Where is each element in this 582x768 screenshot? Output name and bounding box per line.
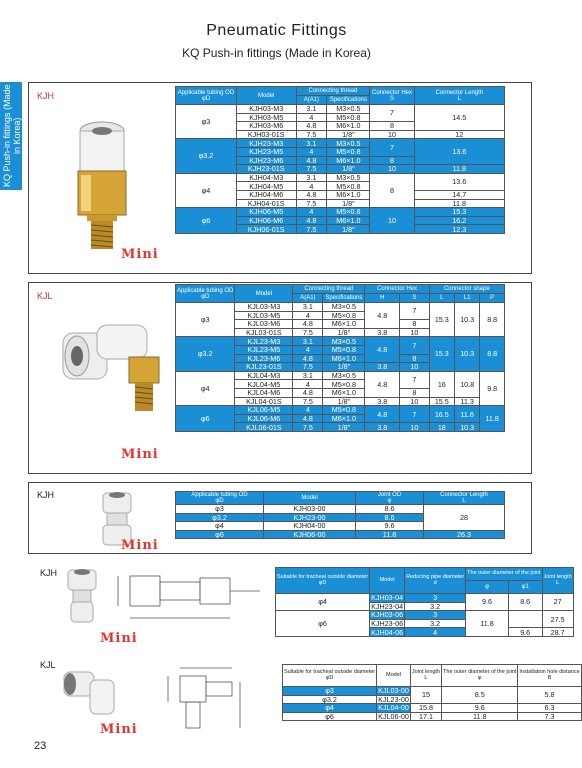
table-cell [405, 568, 466, 594]
table-cell: 15.3 [414, 208, 504, 217]
page-number: 23 [34, 740, 47, 752]
header-text: φ [387, 498, 392, 504]
table-cell: KJH23-01S [236, 165, 296, 174]
table-cell: 4.8 [293, 388, 323, 397]
table-cell: KJL06-M5 [235, 406, 293, 415]
table-cell: 10.3 [455, 337, 480, 371]
table-cell: 8 [370, 173, 414, 207]
table-cell: 3.2 [405, 619, 466, 628]
table-cell: KJL23-M3 [235, 337, 293, 346]
table-cell: KJL23-M6 [235, 354, 293, 363]
table-cell: 4 [293, 311, 323, 320]
table-cell: φ3 [176, 105, 237, 139]
kjl-spec-table [175, 284, 505, 432]
table-cell: 8 [400, 388, 429, 397]
header-text: φD [318, 579, 327, 586]
table-cell: φ6 [176, 208, 237, 234]
table-cell: 9.6 [508, 628, 542, 637]
kjl-union-table [282, 664, 582, 721]
section-code: KJH [37, 91, 55, 101]
table-cell: KJL03-01S [235, 328, 293, 337]
table-cell: 7.5 [293, 397, 323, 406]
table-cell: S [400, 294, 429, 303]
table-cell: 8 [400, 320, 429, 329]
table-cell: 4 [296, 208, 327, 217]
header-text: φD [215, 498, 224, 504]
table-cell [176, 285, 235, 303]
table-cell: 4.8 [296, 216, 327, 225]
table-cell: 4 [405, 628, 466, 637]
table-cell [518, 665, 581, 687]
section-code: KJH [37, 490, 55, 500]
table-cell: Model [236, 87, 296, 105]
table-cell: 8.6 [356, 505, 424, 514]
table-cell: 8.6 [356, 513, 424, 522]
table-cell: M3×0.5 [327, 173, 370, 182]
header-text: φ [477, 674, 482, 681]
table-cell: φ6 [176, 406, 235, 432]
table-cell: 3.1 [293, 337, 323, 346]
table-cell [264, 492, 356, 505]
table-cell: Connector Hex [365, 285, 429, 294]
table-cell [414, 87, 504, 105]
table-cell: 7.5 [296, 130, 327, 139]
page-subtitle: KQ Push-in fittings (Made in Korea) [182, 46, 371, 60]
table-cell: 10 [400, 328, 429, 337]
table-cell: 4.8 [365, 406, 400, 423]
table-cell: 1/8" [327, 130, 370, 139]
table-cell: 4.8 [293, 354, 323, 363]
table-cell: The outer diameter of the joint [466, 568, 542, 581]
table-cell: φ6 [276, 611, 370, 637]
table-cell: M5×0.8 [323, 311, 365, 320]
table-cell: φ3.2 [176, 513, 264, 522]
kjh-reducer-drawing [110, 566, 270, 630]
table-cell: 15 [410, 687, 441, 704]
section-code-kjl-union: KJL [40, 660, 56, 670]
table-cell: 18 [429, 423, 454, 432]
header-text: φD [201, 293, 210, 300]
table-cell: KJL23-01S [235, 363, 293, 372]
table-cell: KJL04-01S [235, 397, 293, 406]
table-cell [283, 665, 377, 687]
kjl-union-drawing [160, 662, 270, 734]
side-tab: KQ Push-in fittings (Made in Korea) [0, 82, 22, 190]
table-cell: 3.1 [296, 173, 327, 182]
header-text: φD [201, 95, 211, 102]
table-cell: M3×0.5 [327, 105, 370, 114]
header-text: Joint OD [377, 492, 402, 498]
table-cell: M5×0.8 [323, 380, 365, 389]
table-cell: KJH03-04 [371, 593, 404, 603]
table-cell: 7 [400, 303, 429, 320]
table-cell: M6×1.0 [327, 190, 370, 199]
mini-label: Mini [121, 538, 159, 553]
table-cell: 1/8" [327, 165, 370, 174]
table-cell: 4.8 [365, 303, 400, 329]
kjl-elbow-image [57, 319, 167, 429]
header-text: Connector Hex [371, 89, 413, 96]
table-cell [356, 492, 424, 505]
table-cell: 4 [293, 406, 323, 415]
table-cell: 4.8 [296, 156, 327, 165]
table-cell: φ3 [176, 505, 264, 514]
table-cell: 1/8" [323, 397, 365, 406]
table-cell: 13.6 [414, 173, 504, 190]
table-cell: 1/8" [323, 423, 365, 432]
table-cell: 8.8 [480, 303, 505, 337]
table-cell: 1/8" [323, 363, 365, 372]
table-cell: KJH23-00 [264, 513, 356, 522]
header-text: Applicable tubing OD [177, 287, 234, 294]
table-cell: KJH04-06 [371, 627, 404, 637]
table-cell: 4.8 [293, 320, 323, 329]
table-cell: 11.8 [480, 406, 505, 432]
table-cell: 27.5 [542, 611, 573, 628]
table-cell: 8.5 [442, 687, 518, 704]
kjh-fitting-image [69, 115, 135, 265]
table-cell [424, 492, 505, 505]
table-cell: 3.8 [365, 423, 400, 432]
table-cell: KJH03-M3 [236, 105, 296, 114]
table-cell: Model [235, 285, 293, 303]
table-cell: 4.8 [296, 190, 327, 199]
table-cell [370, 87, 414, 105]
table-cell: 11.3 [455, 397, 480, 406]
table-cell: KJL23-00 [378, 694, 409, 704]
table-cell: Specifications [323, 294, 365, 303]
section-code-kjh-reducer: KJH [40, 568, 58, 578]
table-cell: 3.1 [293, 303, 323, 312]
table-cell: 1/8" [323, 328, 365, 337]
table-cell: 7 [370, 139, 414, 156]
table-cell: KJL04-M6 [235, 388, 293, 397]
table-cell: 3 [405, 594, 466, 603]
table-cell [276, 568, 370, 594]
table-cell: 9.6 [466, 594, 509, 611]
header-text: L [424, 674, 428, 681]
table-cell: KJH23-M3 [236, 139, 296, 148]
table-cell: KJH03-M6 [236, 122, 296, 131]
table-cell: KJH04-M5 [236, 182, 296, 191]
table-cell: KJH03-00 [264, 505, 356, 514]
header-text: S [390, 95, 395, 102]
header-text: d [433, 579, 437, 586]
table-cell: 17.1 [410, 712, 441, 721]
table-cell: KJH04-01S [236, 199, 296, 208]
mini-label: Mini [100, 722, 138, 737]
table-cell: 8 [400, 354, 429, 363]
table-cell: M6×1.0 [323, 354, 365, 363]
table-cell: KJH06-00 [264, 530, 356, 539]
table-cell: Connector shape [429, 285, 504, 294]
table-cell: A(A1) [296, 96, 327, 105]
table-cell: KJH23-06 [371, 618, 404, 628]
table-cell: 11.8 [466, 611, 509, 637]
table-cell: M6×1.0 [327, 216, 370, 225]
table-cell: φ4 [176, 173, 237, 207]
table-cell: 14.7 [414, 190, 504, 199]
table-cell: KJL06-M6 [235, 414, 293, 423]
table-cell: A(A1) [293, 294, 323, 303]
header-text: B [547, 674, 552, 681]
table-cell: M5×0.8 [323, 406, 365, 415]
table-cell: KJH03-06 [371, 610, 404, 620]
table-cell: KJL23-M5 [235, 345, 293, 354]
table-cell: 28 [424, 505, 505, 531]
table-cell [176, 492, 264, 505]
table-cell: 26.3 [424, 530, 505, 539]
table-cell: KJL03-00 [378, 686, 409, 696]
table-cell: 8 [370, 122, 414, 131]
mini-label: Mini [121, 247, 159, 262]
table-cell: 10 [370, 165, 414, 174]
table-cell: P [480, 294, 505, 303]
table-cell: M3×0.5 [327, 139, 370, 148]
table-cell: φ1 [508, 581, 542, 594]
table-cell: Model [370, 568, 405, 594]
table-cell: 16 [429, 371, 454, 397]
table-cell: 4.8 [293, 414, 323, 423]
table-cell: M6×1.0 [327, 156, 370, 165]
table-cell: 7.5 [296, 225, 327, 234]
table-cell: 7 [370, 105, 414, 122]
table-cell: φ3.2 [283, 695, 377, 704]
mini-label: Mini [121, 447, 159, 462]
table-cell: 11.8 [414, 199, 504, 208]
table-cell: 13.6 [414, 139, 504, 165]
table-cell: 7.5 [296, 199, 327, 208]
table-cell: 7 [400, 371, 429, 388]
table-cell: KJL04-M3 [235, 371, 293, 380]
table-cell: M5×0.8 [323, 345, 365, 354]
table-cell: 7 [400, 337, 429, 354]
table-cell: φ3 [283, 687, 377, 696]
table-cell: KJH06-01S [236, 225, 296, 234]
table-cell [442, 665, 518, 687]
table-cell: 10 [400, 423, 429, 432]
table-cell: 7.5 [296, 165, 327, 174]
table-cell: 3.8 [365, 363, 400, 372]
table-cell: 1/8" [327, 199, 370, 208]
table-cell: 15.8 [410, 704, 441, 713]
table-cell: 4.8 [365, 371, 400, 397]
header-text: Connector Length [440, 492, 488, 498]
header-text: Joint length [411, 669, 441, 675]
table-cell: M5×0.8 [327, 182, 370, 191]
table-cell: 9.6 [442, 704, 518, 713]
table-cell: 11.8 [414, 165, 504, 174]
table-cell: Specifications [327, 96, 370, 105]
table-cell: 12 [414, 130, 504, 139]
table-cell: 9.6 [356, 522, 424, 531]
table-cell: 10 [370, 130, 414, 139]
table-cell: φ4 [276, 594, 370, 611]
table-cell: 3.8 [365, 328, 400, 337]
table-cell: M5×0.8 [327, 208, 370, 217]
table-cell: 1/8" [327, 225, 370, 234]
table-cell: 3.1 [296, 139, 327, 148]
header-text: Applicable tubing OD [191, 492, 248, 498]
table-cell: 8.8 [480, 337, 505, 371]
header-text: Connector Length [435, 89, 484, 96]
header-text: φD [325, 674, 334, 681]
kjh-reducer-table [275, 567, 574, 637]
kjh-spec-table [175, 86, 505, 234]
table-cell [410, 665, 441, 687]
table-cell: M5×0.8 [327, 147, 370, 156]
table-cell: 8.6 [508, 594, 542, 611]
table-cell: 10.8 [455, 371, 480, 397]
table-cell: M3×0.5 [323, 371, 365, 380]
table-cell: 10 [400, 397, 429, 406]
header-text: Model [301, 495, 318, 501]
table-cell: KJL06-01S [235, 423, 293, 432]
table-cell: KJH03-M5 [236, 113, 296, 122]
table-cell: 3.1 [296, 105, 327, 114]
header-text: Suitable for tracheal outside diameter [284, 669, 376, 675]
header-text: Applicable tubing OD [177, 89, 235, 96]
table-cell: KJH04-M3 [236, 173, 296, 182]
kjh-reducer-image [64, 566, 100, 626]
table-cell: φ [466, 581, 509, 594]
table-cell: KJH04-M6 [236, 190, 296, 199]
table-cell: 4 [293, 345, 323, 354]
table-cell: 4.8 [296, 122, 327, 131]
table-cell: 3 [405, 611, 466, 620]
table-cell: 12.3 [414, 225, 504, 234]
table-cell: KJL03-M3 [235, 303, 293, 312]
table-cell: KJL03-M5 [235, 311, 293, 320]
table-cell: 7 [400, 406, 429, 423]
table-cell: φ4 [283, 704, 377, 713]
table-cell: 8 [370, 156, 414, 165]
table-cell: 28.7 [542, 628, 573, 637]
kjl-union-image [60, 662, 126, 722]
table-cell: 11.6 [455, 406, 480, 423]
table-cell: 6.3 [518, 704, 581, 713]
table-cell: 4 [296, 147, 327, 156]
table-cell: Connecting thread [293, 285, 365, 294]
table-cell: 10.3 [455, 423, 480, 432]
table-cell: φ4 [176, 522, 264, 531]
table-cell: 10 [400, 363, 429, 372]
table-cell: Connecting thread [296, 87, 370, 96]
table-cell: φ3 [176, 303, 235, 337]
header-text: Suitable for tracheal outside diameter [277, 574, 369, 580]
table-cell: φ3.2 [176, 337, 235, 371]
table-cell: 7.5 [293, 423, 323, 432]
table-cell: KJH03-01S [236, 130, 296, 139]
table-cell: 11.8 [442, 712, 518, 721]
page-title: Pneumatic Fittings [206, 22, 347, 39]
table-cell: KJH06-M6 [236, 216, 296, 225]
table-cell: 4.8 [365, 337, 400, 363]
table-cell: 7.5 [293, 363, 323, 372]
kjh-union-table [175, 491, 505, 539]
table-cell: H [365, 294, 400, 303]
table-cell [508, 611, 542, 628]
table-cell: L [429, 294, 454, 303]
table-cell: L1 [455, 294, 480, 303]
table-cell: 11.8 [356, 530, 424, 539]
table-cell: φ6 [283, 712, 377, 721]
table-cell: φ3.2 [176, 139, 237, 173]
table-cell: 5.8 [518, 687, 581, 704]
table-cell: 10 [370, 208, 414, 234]
table-cell: 16.2 [414, 216, 504, 225]
table-cell: Model [377, 665, 411, 687]
table-cell: 16.5 [429, 406, 454, 423]
table-cell: KJL06-00 [378, 711, 409, 721]
section-code: KJL [37, 291, 53, 301]
mini-label: Mini [100, 631, 138, 646]
table-cell: 3.8 [365, 397, 400, 406]
table-cell: M6×1.0 [323, 320, 365, 329]
table-cell: KJL04-M5 [235, 380, 293, 389]
table-cell: 3.2 [405, 602, 466, 611]
table-cell: M5×0.8 [327, 113, 370, 122]
table-cell: 15.5 [429, 397, 454, 406]
table-cell: 4 [293, 380, 323, 389]
table-cell: 7.5 [293, 328, 323, 337]
table-cell: 15.3 [429, 337, 454, 371]
table-cell: M6×1.0 [323, 414, 365, 423]
table-cell: M6×1.0 [327, 122, 370, 131]
table-cell: M3×0.5 [323, 337, 365, 346]
table-cell: φ6 [176, 530, 264, 539]
table-cell: KJH04-00 [264, 522, 356, 531]
table-cell: 4 [296, 113, 327, 122]
table-cell: KJH23-04 [371, 601, 404, 611]
table-cell: 9.8 [480, 371, 505, 405]
header-text: L [457, 95, 461, 102]
table-cell: 4 [296, 182, 327, 191]
table-cell: φ4 [176, 371, 235, 405]
header-text: Installation hole distance [519, 669, 580, 675]
table-cell: M6×1.0 [323, 388, 365, 397]
table-cell: 10.3 [455, 303, 480, 337]
table-cell: KJH23-M5 [236, 147, 296, 156]
header-text: L [556, 579, 560, 586]
table-cell: M3×0.5 [323, 303, 365, 312]
table-cell: KJL04-00 [378, 703, 409, 713]
table-cell: KJH06-M5 [236, 208, 296, 217]
table-cell: 14.5 [414, 105, 504, 131]
table-cell: 27 [542, 594, 573, 611]
table-cell: 3.1 [293, 371, 323, 380]
table-cell [542, 568, 573, 594]
table-cell: KJL03-M6 [235, 320, 293, 329]
header-text: The outer diameter of the joint [443, 669, 517, 675]
table-cell: 7.3 [518, 712, 581, 721]
header-text: Reducing pipe diameter [406, 574, 465, 580]
table-cell: KJH23-M6 [236, 156, 296, 165]
table-cell: 15.3 [429, 303, 454, 337]
table-cell [176, 87, 237, 105]
header-text: L [462, 498, 466, 504]
header-text: Joint length [543, 574, 572, 580]
